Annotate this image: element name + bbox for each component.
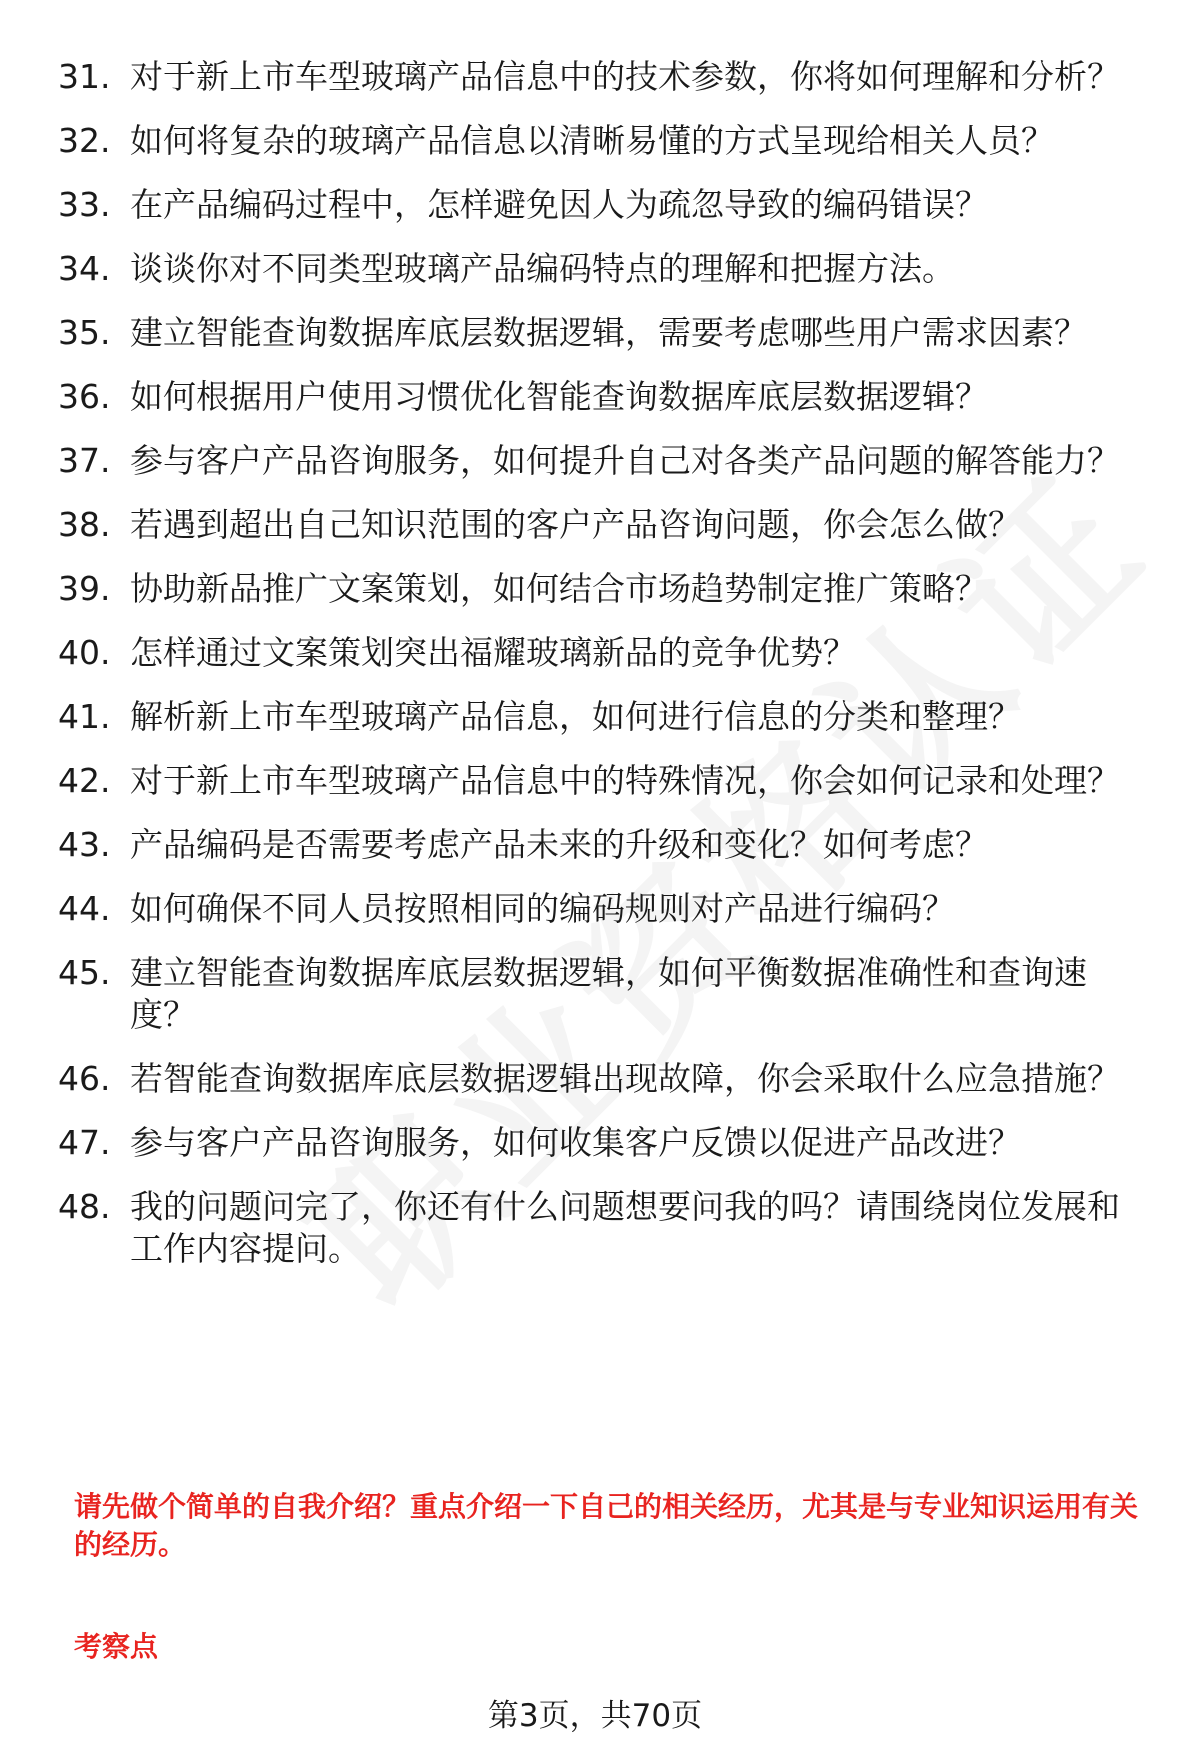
- question-number: 36.: [58, 377, 111, 416]
- question-text: 如何确保不同人员按照相同的编码规则对产品进行编码？: [130, 889, 955, 928]
- question-number: 31.: [58, 57, 111, 96]
- question-text: 若遇到超出自己知识范围的客户产品咨询问题，你会怎么做？: [130, 505, 1021, 544]
- question-item: [0, 632, 1190, 674]
- question-text: 协助新品推广文案策划，如何结合市场趋势制定推广策略？: [130, 569, 988, 608]
- question-text: 参与客户产品咨询服务，如何收集客户反馈以促进产品改进？: [130, 1123, 1021, 1162]
- question-item: [0, 248, 1190, 290]
- question-number: 38.: [58, 505, 111, 544]
- question-text: 参与客户产品咨询服务，如何提升自己对各类产品问题的解答能力？: [130, 441, 1120, 480]
- question-number: 33.: [58, 185, 111, 224]
- question-item: [0, 376, 1190, 418]
- question-number: 40.: [58, 633, 111, 672]
- question-item: [0, 760, 1190, 802]
- question-text: 对于新上市车型玻璃产品信息中的技术参数，你将如何理解和分析？: [130, 57, 1120, 96]
- question-text: 若智能查询数据库底层数据逻辑出现故障，你会采取什么应急措施？: [130, 1059, 1120, 1098]
- question-text: 如何根据用户使用习惯优化智能查询数据库底层数据逻辑？: [130, 377, 988, 416]
- question-item: [0, 440, 1190, 482]
- question-item: [0, 1122, 1190, 1164]
- question-number: 45.: [58, 953, 111, 992]
- question-item: [0, 312, 1190, 354]
- question-number: 41.: [58, 697, 111, 736]
- question-text: 对于新上市车型玻璃产品信息中的特殊情况，你会如何记录和处理？: [130, 761, 1120, 800]
- section-label: 考察点: [74, 1630, 159, 1663]
- question-number: 46.: [58, 1059, 111, 1098]
- question-text: 解析新上市车型玻璃产品信息，如何进行信息的分类和整理？: [130, 697, 1021, 736]
- question-number: 42.: [58, 761, 111, 800]
- question-text: 如何将复杂的玻璃产品信息以清晰易懂的方式呈现给相关人员？: [130, 121, 1054, 160]
- page-number: 第3页，共70页: [487, 1698, 703, 1734]
- question-number: 32.: [58, 121, 111, 160]
- question-number: 37.: [58, 441, 111, 480]
- question-item: [0, 1058, 1190, 1100]
- question-text: 在产品编码过程中，怎样避免因人为疏忽导致的编码错误？: [130, 185, 988, 224]
- intro-question: 请先做个简单的自我介绍？重点介绍一下自己的相关经历，尤其是与专业知识运用有关的经历。: [74, 1490, 1139, 1561]
- question-number: 34.: [58, 249, 111, 288]
- question-item: [0, 952, 1190, 1036]
- question-item: [0, 888, 1190, 930]
- question-number: 43.: [58, 825, 111, 864]
- question-number: 47.: [58, 1123, 111, 1162]
- question-number: 44.: [58, 889, 111, 928]
- question-text: 产品编码是否需要考虑产品未来的升级和变化？如何考虑？: [130, 825, 988, 864]
- question-item: [0, 120, 1190, 162]
- question-item: [0, 1186, 1190, 1270]
- question-item: [0, 56, 1190, 98]
- question-text: 建立智能查询数据库底层数据逻辑，如何平衡数据准确性和查询速度？: [130, 953, 1087, 1034]
- question-item: [0, 184, 1190, 226]
- question-number: 35.: [58, 313, 111, 352]
- question-text: 我的问题问完了，你还有什么问题想要问我的吗？请围绕岗位发展和工作内容提问。: [130, 1187, 1120, 1268]
- question-text: 建立智能查询数据库底层数据逻辑，需要考虑哪些用户需求因素？: [130, 313, 1087, 352]
- question-number: 48.: [58, 1187, 111, 1226]
- question-text: 谈谈你对不同类型玻璃产品编码特点的理解和把握方法。: [130, 249, 955, 288]
- question-list: [0, 56, 1190, 1292]
- question-item: [0, 568, 1190, 610]
- question-number: 39.: [58, 569, 111, 608]
- question-item: [0, 504, 1190, 546]
- question-item: [0, 824, 1190, 866]
- question-text: 怎样通过文案策划突出福耀玻璃新品的竞争优势？: [130, 633, 856, 672]
- question-item: [0, 696, 1190, 738]
